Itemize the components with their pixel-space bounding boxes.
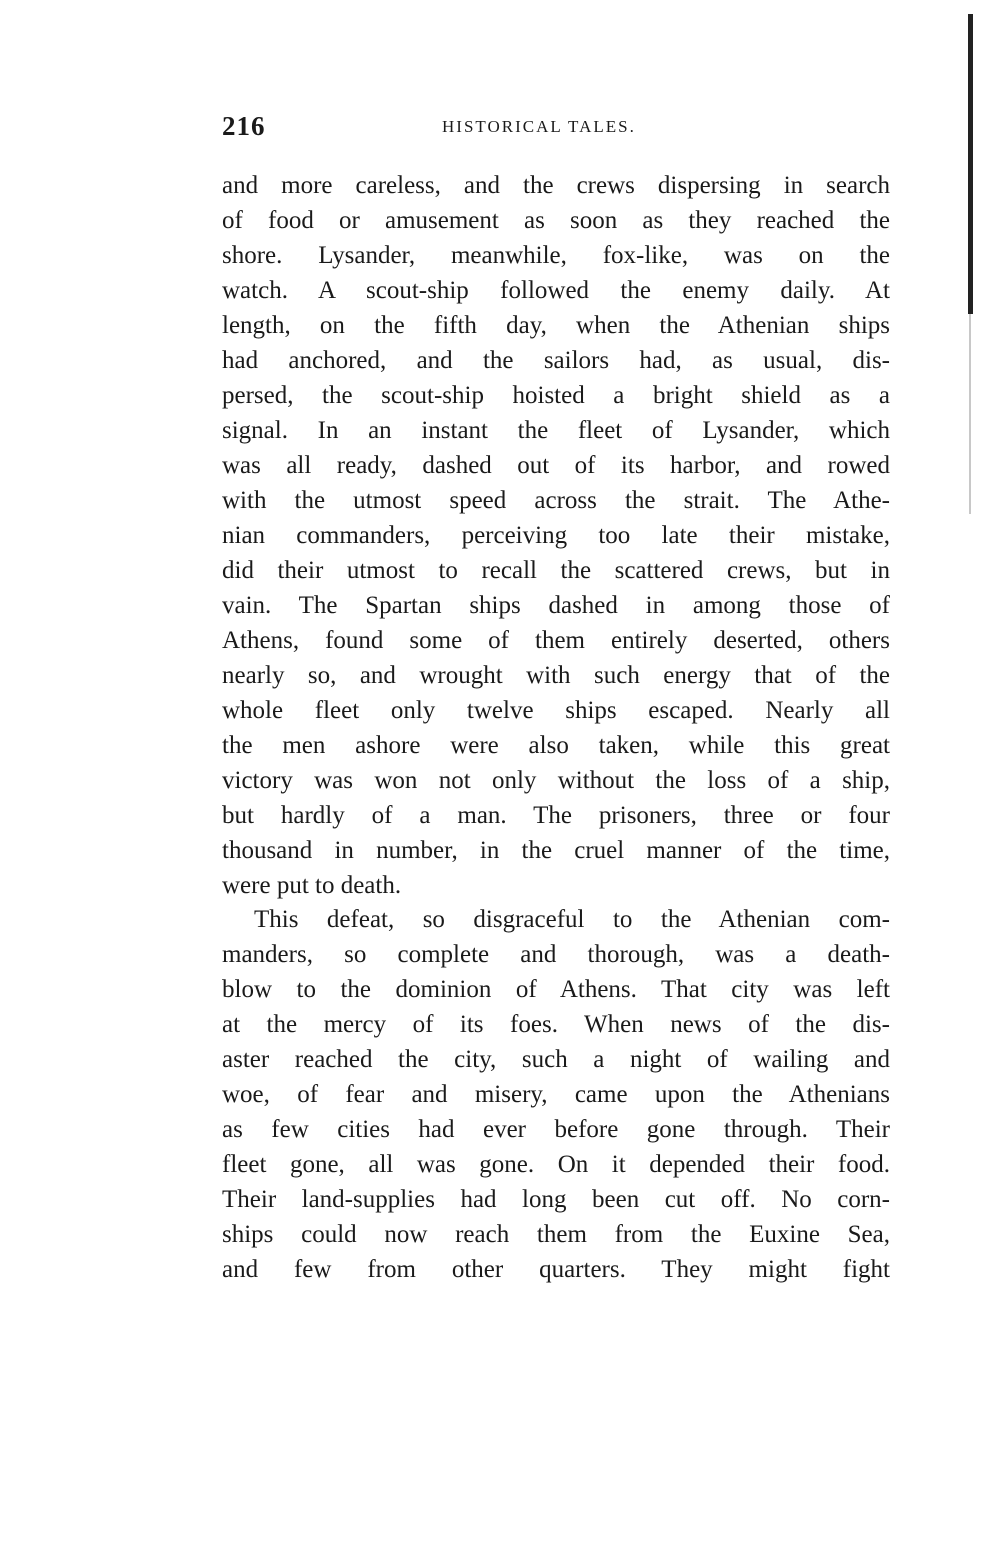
page-number: 216 <box>222 111 266 141</box>
text-line: the men ashore were also taken, while this great <box>222 732 890 759</box>
text-line: of food or amusement as soon as they reached the <box>222 207 890 234</box>
text-line: at the mercy of its foes. When news of the dis- <box>222 1011 890 1038</box>
text-line: Athens, found some of them entirely deserted, others <box>222 627 890 654</box>
text-line: persed, the scout-ship hoisted a bright shield as a <box>222 382 890 409</box>
text-line: nian commanders, perceiving too late their mistake, <box>222 522 890 549</box>
text-line: were put to death. <box>222 872 402 899</box>
text-line: Their land-supplies had long been cut off. No corn- <box>222 1186 890 1213</box>
text-line: signal. In an instant the fleet of Lysander, which <box>222 417 890 444</box>
text-line: nearly so, and wrought with such energy that of the <box>222 662 890 689</box>
scan-edge-faint-shadow <box>969 314 971 514</box>
text-line: fleet gone, all was gone. On it depended their food. <box>222 1151 890 1178</box>
text-line: whole fleet only twelve ships escaped. Nearly all <box>222 697 890 724</box>
text-line: had anchored, and the sailors had, as usual, dis- <box>222 347 890 374</box>
page-header <box>222 111 890 147</box>
text-line: ships could now reach them from the Euxine Sea, <box>222 1221 890 1248</box>
text-line: aster reached the city, such a night of wailing and <box>222 1046 890 1073</box>
text-line: but hardly of a man. The prisoners, three or four <box>222 802 890 829</box>
text-line: thousand in number, in the cruel manner of the time, <box>222 837 890 864</box>
text-line: watch. A scout-ship followed the enemy daily. At <box>222 277 890 304</box>
text-line: and more careless, and the crews dispersing in search <box>222 172 890 199</box>
text-line: and few from other quarters. They might fight <box>222 1256 890 1283</box>
text-line: manders, so complete and thorough, was a death- <box>222 941 890 968</box>
text-line: blow to the dominion of Athens. That city was left <box>222 976 890 1003</box>
paragraph-first-line: This defeat, so disgraceful to the Athenian com- <box>254 906 890 933</box>
text-line: was all ready, dashed out of its harbor, and rowed <box>222 452 890 479</box>
text-line: vain. The Spartan ships dashed in among those of <box>222 592 890 619</box>
scan-edge-shadow <box>968 14 973 314</box>
text-line: as few cities had ever before gone through. Their <box>222 1116 890 1143</box>
running-title: HISTORICAL TALES. <box>442 117 636 136</box>
text-line: length, on the fifth day, when the Athenian ships <box>222 312 890 339</box>
text-line: woe, of fear and misery, came upon the Athenians <box>222 1081 890 1108</box>
text-line: with the utmost speed across the strait. The Athe- <box>222 487 890 514</box>
text-line: shore. Lysander, meanwhile, fox-like, was on the <box>222 242 890 269</box>
text-line: did their utmost to recall the scattered crews, but in <box>222 557 890 584</box>
text-line: victory was won not only without the loss of a ship, <box>222 767 890 794</box>
